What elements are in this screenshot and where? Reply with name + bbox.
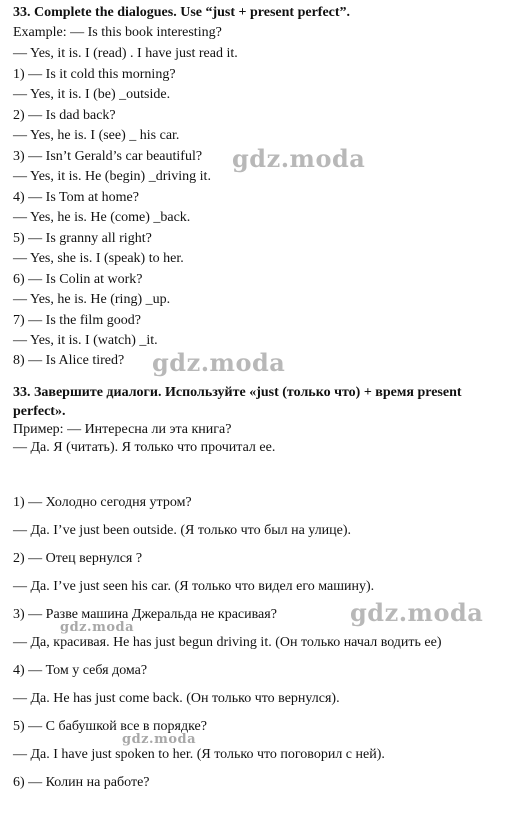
answer-question: 6) — Колин на работе? (13, 775, 150, 790)
dialogue-answer: — Yes, it is. He (begin) _driving it. (13, 169, 211, 184)
watermark: gdz.moda (60, 620, 135, 635)
exercise-title-ru-line1: 33. Завершите диалоги. Используйте «just (только что) + время present (13, 385, 462, 400)
watermark: gdz.moda (232, 144, 366, 173)
watermark: gdz.moda (152, 348, 286, 377)
exercise-title-en: 33. Complete the dialogues. Use “just + present perfect”. (13, 5, 351, 20)
answer-question: 2) — Отец вернулся ? (13, 551, 143, 566)
example-answer-en: — Yes, it is. I (read) . I have just read it. (13, 46, 238, 61)
dialogue-question: 4) — Is Tom at home? (13, 190, 139, 205)
dialogue-answer: — Yes, he is. He (come) _back. (13, 210, 191, 225)
dialogue-answer: — Yes, she is. I (speak) to her. (13, 251, 184, 266)
dialogue-question: 1) — Is it cold this morning? (13, 67, 176, 82)
answer-question: 5) — С бабушкой все в порядке? (13, 719, 207, 734)
dialogue-question: 2) — Is dad back? (13, 108, 116, 123)
example-question-ru: Пример: — Интересна ли эта книга? (13, 422, 232, 437)
answer-text: — Да, красивая. He has just begun driving it. (Он только начал водить ее) (13, 635, 442, 650)
dialogue-question: 3) — Isn’t Gerald’s car beautiful? (13, 149, 203, 164)
watermark: gdz.moda (350, 598, 484, 627)
dialogue-answer: — Yes, it is. I (watch) _it. (13, 333, 158, 348)
example-answer-ru: — Да. Я (читать). Я только что прочитал ее. (13, 440, 276, 455)
example-question-en: Example: — Is this book interesting? (13, 25, 222, 40)
answer-question: 3) — Разве машина Джеральда не красивая? (13, 607, 277, 622)
exercise-title-ru-line2: perfect». (13, 404, 66, 419)
dialogue-question: 5) — Is granny all right? (13, 231, 152, 246)
answer-question: 1) — Холодно сегодня утром? (13, 495, 192, 510)
answer-text: — Да. I have just spoken to her. (Я только что поговорил с ней). (13, 747, 385, 762)
dialogue-answer: — Yes, he is. I (see) _ his car. (13, 128, 180, 143)
dialogue-question: 8) — Is Alice tired? (13, 353, 125, 368)
answer-text: — Да. I’ve just seen his car. (Я только что видел его машину). (13, 579, 375, 594)
dialogue-answer: — Yes, it is. I (be) _outside. (13, 87, 171, 102)
answer-text: — Да. He has just come back. (Он только что вернулся). (13, 691, 340, 706)
answer-question: 4) — Том у себя дома? (13, 663, 148, 678)
watermark: gdz.moda (122, 732, 197, 747)
dialogue-answer: — Yes, he is. He (ring) _up. (13, 292, 171, 307)
dialogue-question: 6) — Is Colin at work? (13, 272, 143, 287)
dialogue-question: 7) — Is the film good? (13, 313, 141, 328)
answer-text: — Да. I’ve just been outside. (Я только что был на улице). (13, 523, 352, 538)
